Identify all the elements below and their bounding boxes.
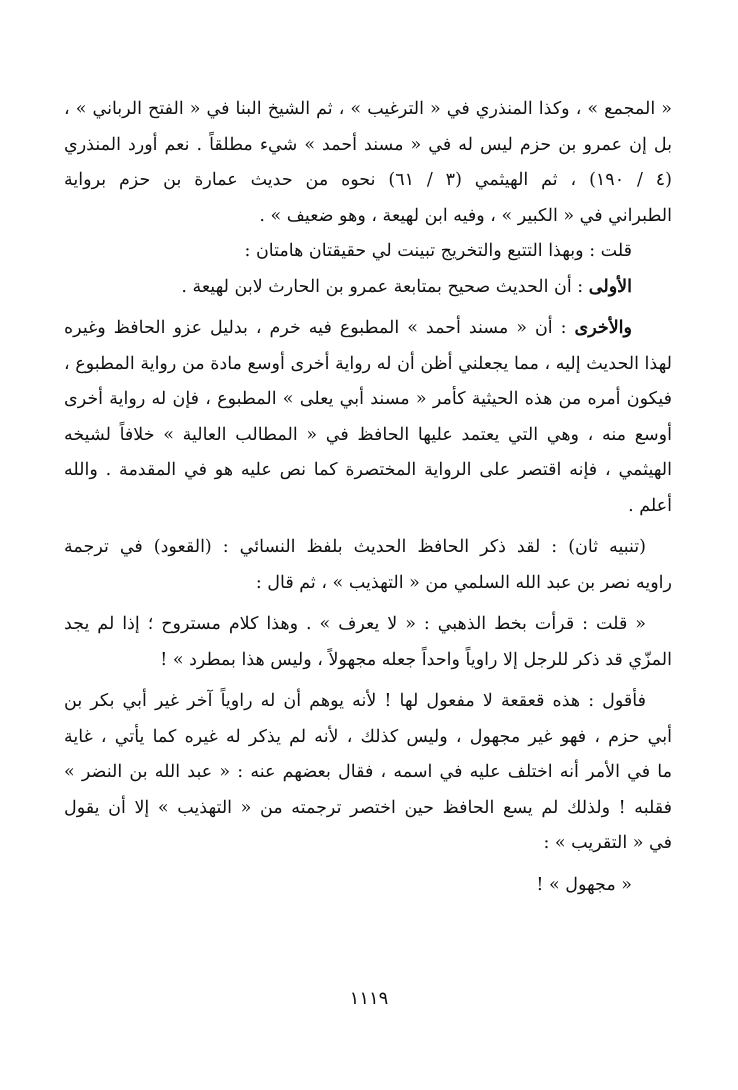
text-line: المزّي قد ذكر للرجل إلا راوياً واحداً جعله مجهولاً ، وليس هذا بمطرد » ! [160,649,672,670]
text-line: (تنبيه ثان) : لقد ذكر الحافظ الحديث بلفظ النسائي : (القعود) في ترجمة [64,537,646,557]
paragraph [64,530,672,601]
text-line: (٤ / ١٩٠) ، ثم الهيثمي (٣ / ٦١) نحوه من حديث عمارة بن حزم برواية [64,170,672,190]
text-line: « مجهول » ! [536,874,632,895]
paragraph-lead: والأخرى [574,318,632,338]
text-line: الطبراني في « الكبير » ، وفيه ابن لهيعة ، وهو ضعيف » . [259,205,672,226]
text-line: قلت : وبهذا التتبع والتخريج تبينت لي حقيقتان هامتان : [244,241,632,261]
text-line: أوسع منه ، وهي التي يعتمد عليها الحافظ في « المطالب العالية » خلافاً لشيخه [64,424,672,445]
text-line: الهيثمي ، فإنه اقتصر على الرواية المختصرة كما نص عليه هو في المقدمة . والله [64,460,672,480]
paragraph [64,311,672,524]
text-line: لهذا الحديث إليه ، مما يجعلني أظن أن له رواية أخرى أوسع مادة من رواية المطبوع ، [64,353,672,374]
paragraph [64,868,672,904]
paragraph [64,234,672,270]
paragraph-lead: الأولى [588,276,632,297]
paragraph [64,684,672,862]
page-number: ١١١٩ [349,988,389,1009]
text-line [64,311,672,347]
page-body [64,92,672,903]
text-line: بل إن عمرو بن حزم ليس له في « مسند أحمد » شيء مطلقاً . نعم أورد المنذري [64,134,672,155]
text-line: « المجمع » ، وكذا المنذري في « الترغيب » ، ثم الشيخ البنا في « الفتح الرباني » ، [64,99,672,119]
text-run: : أن « مسند أحمد » المطبوع فيه خرم ، بدليل عزو الحافظ وغيره [64,318,567,338]
text-line: راويه نصر بن عبد الله السلمي من « التهذيب » ، ثم قال : [255,572,672,593]
text-line: أعلم . [628,495,672,516]
text-line: في « التقريب » : [543,833,672,853]
paragraph [64,92,672,234]
text-line [64,270,672,306]
text-run: : أن الحديث صحيح بمتابعة عمرو بن الحارث لابن لهيعة . [181,276,584,297]
text-line: « قلت : قرأت بخط الذهبي : « لا يعرف » . وهذا كلام مستروح ؛ إذا لم يجد [64,614,646,634]
paragraph [64,270,672,306]
text-line: فيكون أمره من هذه الحيثية كأمر « مسند أبي يعلى » المطبوع ، فإن له رواية أخرى [64,389,672,409]
paragraph [64,607,672,678]
text-line: فأقول : هذه قعقعة لا مفعول لها ! لأنه يوهم أن له راوياً آخر غير أبي بكر بن [64,691,646,711]
text-line: فقلبه ! ولذلك لم يسع الحافظ حين اختصر ترجمته من « التهذيب » إلا أن يقول [64,797,672,818]
text-line: ما في الأمر أنه اختلف عليه في اسمه ، فقال بعضهم عنه : « عبد الله بن النضر » [64,762,672,782]
text-line: أبي حزم ، فهو غير مجهول ، وليس كذلك ، لأنه لم يذكر له غيره كما يأتي ، غاية [64,726,672,747]
